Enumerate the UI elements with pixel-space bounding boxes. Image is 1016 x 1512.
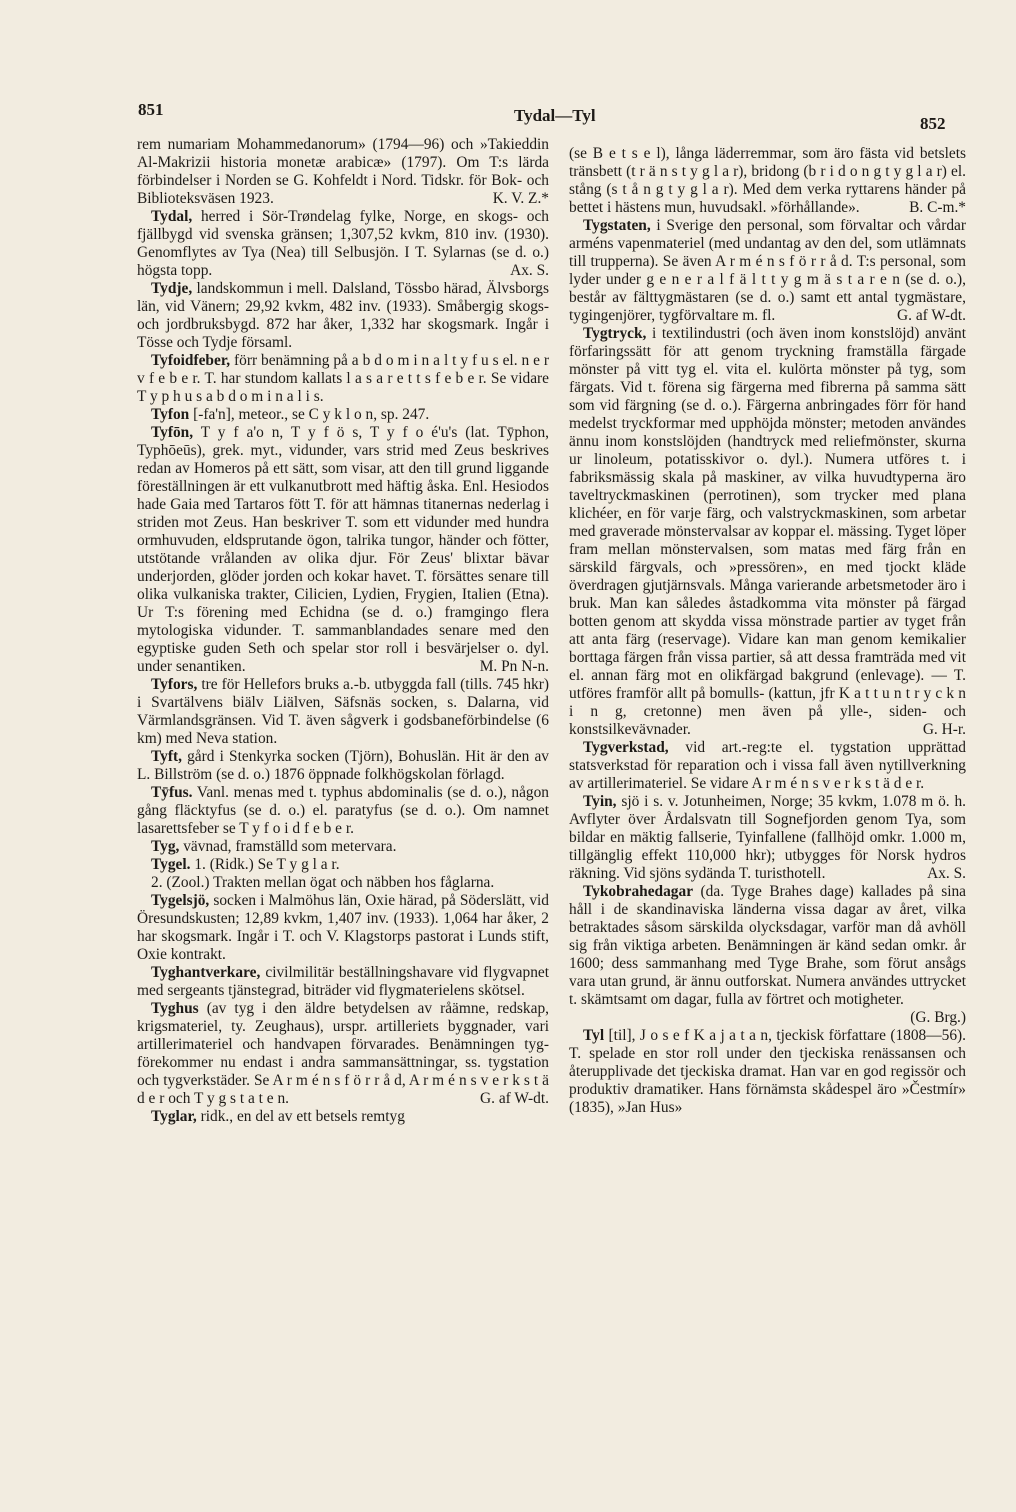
page-header <box>0 0 1016 133</box>
entry-text: (av tyg i den äldre betydelsen av råämne, redskap, krigsmateriel, ty. Zeughaus), urspr. artilleriets byggnader, vari artillerimateriel och handvapen förvarades. Benämningen tyg- förekommer nu endast i andra sammansättningar, ss. tygstation och tygverkstäder. Se A r m é n s f ö r r å d, A r m é n s v e r k s t ä d e r och T y g s t a t e n. <box>137 1000 549 1107</box>
dictionary-entry <box>137 784 549 838</box>
entry-text: gård i Stenkyrka socken (Tjörn), Bohuslän. Hit är den av L. Billström (se d. o.) 1876 öppnade folkhögskolan förlagd. <box>137 748 549 783</box>
entry-headword: Tykobrahedagar <box>583 883 694 900</box>
entry-headword: Tyg, <box>151 838 180 855</box>
author-signature: Ax. S. <box>927 865 966 882</box>
entry-text: vävnad, framställd som metervara. <box>183 838 397 855</box>
author-signature: G. af W-dt. <box>480 1090 549 1107</box>
dictionary-entry <box>137 838 549 856</box>
dictionary-entry <box>137 406 549 424</box>
author-signature: Ax. S. <box>510 262 549 279</box>
dictionary-entry <box>137 676 549 748</box>
entry-headword: Tyft, <box>151 748 182 765</box>
entry-headword: Tyghantverkare, <box>151 964 261 981</box>
entry-headword: Tyfors, <box>151 676 198 693</box>
dictionary-entry <box>137 874 549 892</box>
entry-text: T y f a'o n, T y f ö s, T y f o é'u's (lat. Tȳphon, Typhōeūs), grek. myt., vidunder, vars strid med Zeus beskrives redan av Homeros på ett sätt, som visar, att den till grund liggande föreställningen är ett vulkanutbrott med häftig åska. Enl. Hesiodos hade Gaia med Tartaros fött T. för att hämnas titanernas nederlag i striden mot Zeus. Han beskriver T. som ett vidunder med hundra ormhuvuden, eldsprutande ögon, talrika tungor, händer och fötter, utstötande vrålanden av olika djur. För Zeus' blixtar bävar underjorden, glöder jorden och kokar havet. T. försättes senare till olika vulkaniska trakter, Cilicien, Lydien, Frygien, Italien (Etna). Ur T:s förening med Echidna (se d. o.) framgingo flera mytologiska vidunder. T. sammanblandades senare med den egyptiske guden Seth och spelar stor roll i besvärjelser o. dyl. under senantiken. <box>137 424 549 675</box>
dictionary-entry <box>137 136 549 208</box>
author-signature: K. V. Z.* <box>492 190 549 207</box>
entry-headword: Tydje, <box>151 280 193 297</box>
dictionary-entry <box>569 883 966 1027</box>
entry-text: herred i Sör-Trøndelag fylke, Norge, en skogs- och fjällbygd vid svenska gränsen; 1,307,52 kvkm, 810 inv. (1930). Genomflytes av Tya (Nea) till Selbusjön. I T. Sylarnas (se d. o.) högsta topp. <box>137 208 549 279</box>
entry-text: landskommun i mell. Dalsland, Tössbo härad, Älvsborgs län, vid Vänern; 29,92 kvkm, 482 inv. (1933). Småbergig skogs- och jordbruksbygd. 872 har åker, 1,332 har skogsmark. Ingår i Tösse och Tydje församl. <box>137 280 549 351</box>
entry-headword: Tyglar, <box>151 1108 197 1125</box>
entry-text: ridk., en del av ett betsels remtyg <box>200 1108 405 1125</box>
entry-text: (da. Tyge Brahes dage) kallades på sina håll i de skandinaviska länderna vissa dagar av året, vilka betraktades såsom särskilda olycksdagar, varför man då avhöll sig från viktiga arbeten. Benämningen är känd sedan omkr. år 1600; dess sammanhang med Tyge Brahe, som förut ansågs vara utan grund, är ännu outforskat. Numera användes uttrycket t. skämtsamt om dagar, fulla av förtret och motigheter. <box>569 883 966 1008</box>
author-signature: (G. Brg.) <box>910 1009 966 1026</box>
entry-text: socken i Malmöhus län, Oxie härad, på Söderslätt, vid Öresundskusten; 12,89 kvkm, 1,407 inv. (1933). 1,064 har åker, 2 har skogsmark. Ingår i T. och V. Klagstorps pastorat i Lunds stift, Oxie kontrakt. <box>137 892 549 963</box>
entry-text: civilmilitär beställningshavare vid flygvapnet med sergeants tjänstegrad, biträder vid flygmaterielens skötsel. <box>137 964 549 999</box>
entry-headword: Tyin, <box>583 793 617 810</box>
entry-headword: Tyfōn, <box>151 424 194 441</box>
entry-text: 1. (Ridk.) Se T y g l a r. <box>194 856 340 873</box>
entry-headword: Tydal, <box>151 208 193 225</box>
author-signature: G. af W-dt. <box>897 307 966 324</box>
entry-text: Vanl. menas med t. typhus abdominalis (se d. o.), någon gång fläcktyfus (se d. o.) el. paratyfus (se d. o.). Om namnet lasarettsfeber se T y f o i d f e b e r. <box>137 784 549 837</box>
entry-headword: Tygel. <box>151 856 191 873</box>
entry-headword: Tygstaten, <box>583 217 651 234</box>
dictionary-entry <box>137 892 549 964</box>
entry-text: i Sverige den personal, som förvaltar och vårdar arméns vapenmateriel (med undantag av den del, som utlämnats till trupperna). Se även A r m é n s f ö r r å d. T:s personal, som lyder under g e n e r a l f ä l t t y g m ä s t a r e n (se d. o.), består av fälttygmästaren (se d. o.) samt ett antal tygmästare, tygingenjörer, tygförvaltare m. fl. <box>569 217 967 324</box>
dictionary-entry <box>569 1027 966 1117</box>
dictionary-entry <box>137 1108 549 1126</box>
entry-text: i textilindustri (och även inom konstslöjd) använt förfaringssätt för att genom tryckning framställa färgade mönster på vitt tyg el. vita el. kulörta mönster på tyg, som färgats. Vid t. förena sig färgerna med fibrerna på samma sätt som vid färgning (se d. o.). Färgerna anbringades förr för hand medelst tryckformar med upphöjda mönster; metoden användes ännu inom konstslöjden (handtryck med reliefmönster, skurna ur linoleum, potatisskivor o. dyl.). Numera utföres t. i fabriksmässig skala på maskiner, av vilka huvudtyperna äro taveltryckmaskinen (perrotinen), som trycker med plana klichéer, en för varje färg, och valstryckmaskinen, som arbetar med graverade mönstervalsar av koppar el. mässing. Tyget löper fram mellan mönstervalsen, som matas med färg från en särskild färgvals, och »pressören», en med tjockt kläde överdragen gjutjärnsvals. Många varierande arbetsmetoder äro i bruk. Man kan således åstadkomma vita mönster på färgad botten genom att skydda vissa mönstrade partier av tyget från att anta färg (reservage). Vidare kan man genom kemikalier borttaga färgen från vissa partier, så att dessa framträda med vit el. annan färg mot en olikfärgad bakgrund (enlevage). — T. utföres framför allt på bomulls- (kattun, jfr K a t t u n t r y c k n i n g, cretonne) men även på ylle-, siden- och konstsilkevävnader. <box>569 325 966 738</box>
dictionary-entry <box>569 739 966 793</box>
dictionary-entry <box>137 748 549 784</box>
dictionary-entry <box>569 145 966 217</box>
entry-text: sjö i s. v. Jotunheimen, Norge; 35 kvkm, 1.078 m ö. h. Avflyter över Årdalsvatn till Sognefjorden genom Tya, som bildar en mäktig fallserie, Tyinfallene (fallhöjd omkr. 1.000 m, tillgänglig effekt 110,000 hkr); utbygges för Norsk hydros räkning. Vid sjöns sydända T. turisthotell. <box>569 793 966 882</box>
page-number-left: 851 <box>138 100 164 119</box>
dictionary-entry <box>569 217 966 325</box>
author-signature: G. H-r. <box>922 721 966 738</box>
dictionary-entry <box>137 280 549 352</box>
entry-headword: Tyfon <box>151 406 190 423</box>
page-number-right: 852 <box>920 114 946 133</box>
dictionary-entry <box>569 793 966 883</box>
author-signature: B. C-m.* <box>909 199 966 216</box>
dictionary-entry <box>137 1000 549 1108</box>
entry-headword: Tyl <box>583 1027 605 1044</box>
right-column <box>569 145 966 1117</box>
entry-headword: Tygtryck, <box>583 325 647 342</box>
entry-text: förr benämning på a b d o m i n a l t y f u s el. n e r v f e b e r. T. har stundom kallats l a s a r e t t s f e b e r. Se vidare T y p h u s a b d o m i n a l i s. <box>137 352 549 405</box>
dictionary-entry <box>137 208 549 280</box>
entry-headword: Tygelsjö, <box>151 892 210 909</box>
entry-headword: Tyfoidfeber, <box>151 352 231 369</box>
entry-text: [til], J o s e f K a j a t a n, tjeckisk författare (1808—56). T. spelade en stor roll under den tjeckiska renässansen och återupplivade det tjeckiska dramat. Han var en god regissör och produktiv dramatiker. Hans förnämsta skådespel äro »Čestmír» (1835), »Jan Hus» <box>569 1027 966 1116</box>
entry-text: vid art.-reg:te el. tygstation upprättad statsverkstad för reparation och i vissa fall även nytillverkning av artillerimateriel. Se vidare A r m é n s v e r k s t ä d e r. <box>569 739 966 792</box>
dictionary-entry <box>137 424 549 676</box>
dictionary-entry <box>137 352 549 406</box>
dictionary-entry <box>137 856 549 874</box>
dictionary-entry <box>137 964 549 1000</box>
entry-headword: Tȳfus. <box>151 784 193 801</box>
entry-text: [-fa'n], meteor., se C y k l o n, sp. 247. <box>193 406 430 423</box>
entry-headword: Tygverkstad, <box>583 739 669 756</box>
entry-headword: Tyghus <box>151 1000 199 1017</box>
entry-text: rem numariam Mohammedanorum» (1794—96) och »Takieddin Al-Makrizii historia monetæ arabicæ» (1797). Om T:s lärda förbindelser i Norden se G. Kohfeldt i Nord. Tidskr. för Bok- och Biblioteksväsen 1923. <box>137 136 549 207</box>
entry-text: (se B e t s e l), långa läderremmar, som äro fästa vid betslets tränsbett (t r ä n s t y g l a r), bridong (b r i d o n g t y g l a r) el. stång (s t å n g t y g l a r). Med dem verka ryttarens händer på bettet i hästens mun, huvudsakl. »förhållande». <box>569 145 966 216</box>
entry-text: 2. (Zool.) Trakten mellan ögat och näbben hos fåglarna. <box>151 874 495 891</box>
left-column <box>137 136 549 1126</box>
entry-text: tre för Hellefors bruks a.-b. utbyggda fall (tills. 745 hkr) i Svartälvens biälv Liälven, Säfsnäs socken, s. Dalarna, vid Värmlandsgränsen. Vid T. även sågverk i godsbaneförbindelse (6 km) med Neva station. <box>137 676 549 747</box>
author-signature: M. Pn N-n. <box>479 658 549 675</box>
dictionary-entry <box>569 325 966 739</box>
running-head: Tydal—Tyl <box>514 106 596 125</box>
